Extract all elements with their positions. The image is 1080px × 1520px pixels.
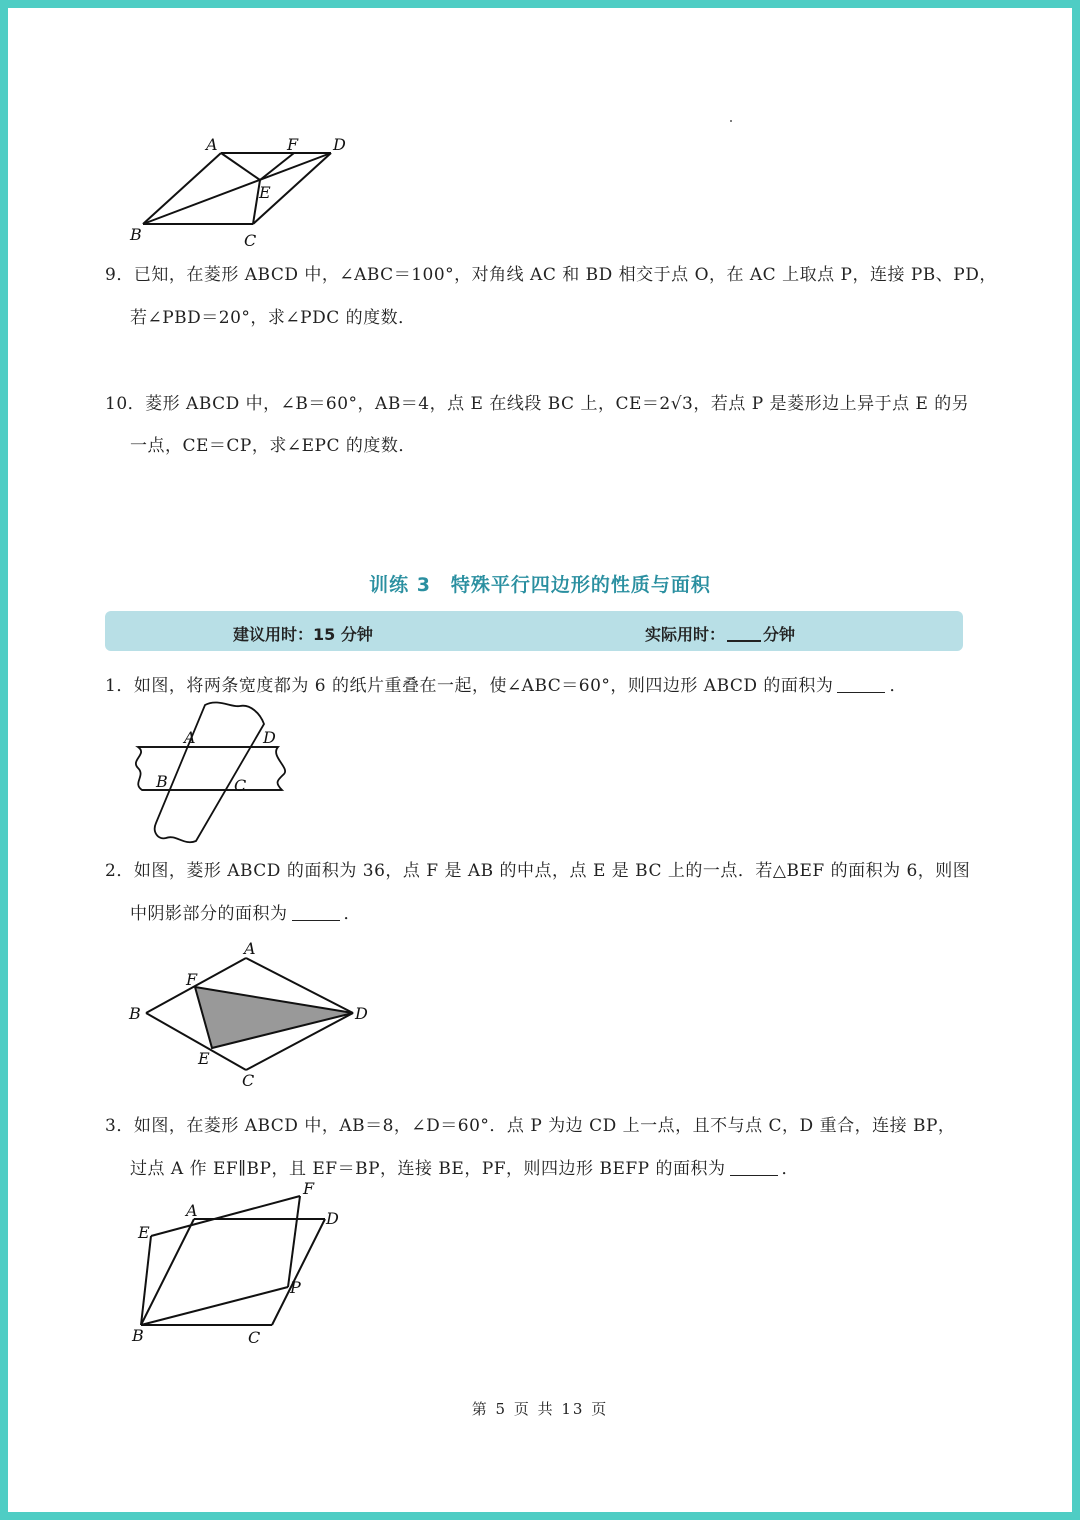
fig3-label-B: B <box>132 1326 144 1345</box>
fig3-label-A: A <box>186 1201 198 1220</box>
fig1-label-B: B <box>156 772 168 791</box>
problem-2-text-2: 中阴影部分的面积为 <box>130 904 288 924</box>
question-9-text-2: 若∠PBD＝20°，求∠PDC 的度数． <box>130 308 416 328</box>
label-E: E <box>259 183 271 202</box>
fig1-label-C: C <box>234 776 247 795</box>
label-D: D <box>333 135 346 154</box>
suggested-time: 建议用时：15 分钟 <box>233 625 373 644</box>
actual-time-unit: 分钟 <box>763 625 796 644</box>
fig2-label-E: E <box>198 1049 210 1068</box>
label-B: B <box>130 225 142 244</box>
question-9-text-1: 已知，在菱形 ABCD 中，∠ABC＝100°，对角线 AC 和 BD 相交于点 O，在 AC 上取点 P，连接 PB、PD， <box>133 265 997 285</box>
fig3-label-P: P <box>290 1278 301 1297</box>
question-10-text-2: 一点，CE＝CP，求∠EPC 的度数． <box>130 436 416 456</box>
page <box>8 8 1072 1512</box>
question-10-number: 10． <box>105 394 146 414</box>
label-F: F <box>287 135 299 154</box>
problem-2-end: ． <box>343 904 361 924</box>
fig3-label-E: E <box>138 1223 150 1242</box>
problem-1-text: 1．如图，将两条宽度都为 6 的纸片重叠在一起，使∠ABC＝60°，则四边形 ABCD 的面积为 <box>105 676 834 696</box>
problem-3-text-2: 过点 A 作 EF∥BP，且 EF＝BP，连接 BE，PF，则四边形 BEFP 的面积为 <box>130 1159 726 1179</box>
question-9-number: 9． <box>105 265 134 285</box>
page-footer: 第 5 页 共 13 页 <box>471 1400 609 1418</box>
fig3-label-D: D <box>326 1209 339 1228</box>
section-title: 训练 3 特殊平行四边形的性质与面积 <box>369 574 711 596</box>
problem-2-text-1: 2．如图，菱形 ABCD 的面积为 36，点 F 是 AB 的中点，点 E 是 BC 上的一点．若△BEF 的面积为 6，则图 <box>105 861 971 881</box>
question-10-text-1: 菱形 ABCD 中，∠B＝60°，AB＝4，点 E 在线段 BC 上，CE＝2√3，若点 P 是菱形边上异于点 E 的另 <box>145 394 970 414</box>
fig2-label-A: A <box>244 939 256 958</box>
fig2-label-C: C <box>242 1071 255 1090</box>
fig2-label-D: D <box>355 1004 368 1023</box>
problem-3-text-1: 3．如图，在菱形 ABCD 中，AB＝8，∠D＝60°．点 P 为边 CD 上一点，且不与点 C，D 重合，连接 BP， <box>105 1116 956 1136</box>
fig2-label-F: F <box>186 970 198 989</box>
fig1-label-A: A <box>184 728 196 747</box>
fig1-label-D: D <box>263 728 276 747</box>
actual-time-label: 实际用时： <box>645 625 726 644</box>
figure-3 <box>8 8 1072 1512</box>
label-C: C <box>244 231 257 250</box>
fig3-label-C: C <box>248 1328 261 1347</box>
label-A: A <box>206 135 218 154</box>
problem-3-end: ． <box>781 1159 800 1179</box>
fig3-label-F: F <box>303 1179 315 1198</box>
problem-1-end: ． <box>889 676 907 696</box>
fig2-label-B: B <box>129 1004 141 1023</box>
